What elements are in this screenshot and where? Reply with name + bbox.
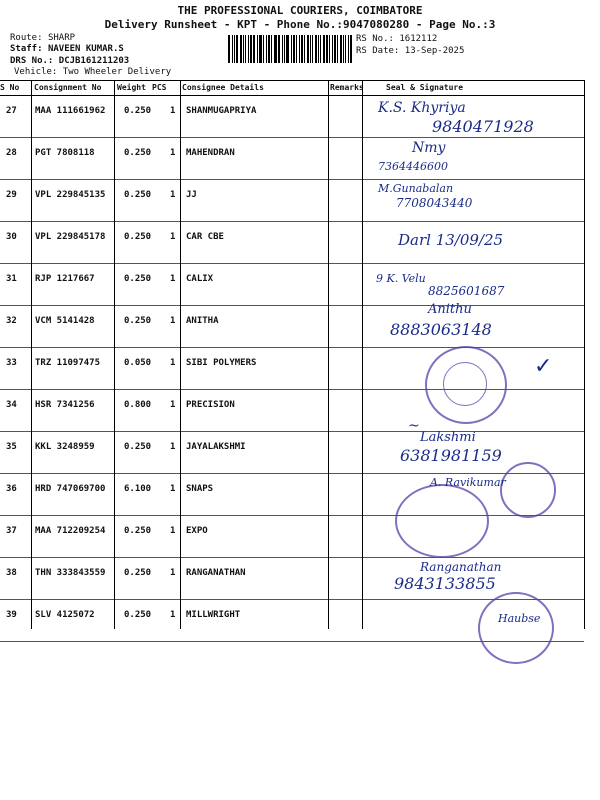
- weight-cell: 0.250: [124, 232, 152, 242]
- consignee-cell: ANITHA: [186, 316, 219, 326]
- rs-date-label: RS Date:: [356, 46, 400, 56]
- col-remarks: Remarks: [330, 83, 364, 92]
- route-value: SHARP: [47, 33, 76, 43]
- signature-28: Nmy: [412, 140, 446, 156]
- barcode-bar: [318, 35, 319, 63]
- consignment-cell: KKL 3248959: [35, 442, 95, 452]
- phone-38: 9843133855: [394, 574, 496, 593]
- column-divider: [328, 80, 329, 629]
- sno-cell: 37: [6, 526, 17, 536]
- col-seal-signature: Seal & Signature: [386, 83, 464, 92]
- phone-32: 8883063148: [390, 320, 492, 339]
- barcode-bar: [245, 35, 246, 63]
- column-divider: [114, 80, 115, 629]
- check-mark-icon: ✓: [534, 354, 553, 379]
- barcode-bar: [286, 35, 289, 63]
- barcode-bar: [345, 35, 346, 63]
- signature-38: Ranganathan: [420, 560, 502, 574]
- barcode-bar: [268, 35, 270, 63]
- signature-39: Haubse: [498, 612, 541, 625]
- freight-seal-stamp: [395, 484, 489, 558]
- vehicle-value: Two Wheeler Delivery: [62, 67, 172, 77]
- consignment-cell: THN 333843559: [35, 568, 106, 578]
- barcode-bar: [243, 35, 244, 63]
- sno-cell: 29: [6, 190, 17, 200]
- col-consignment: Consignment No: [34, 83, 102, 92]
- phone-35: 6381981159: [400, 446, 502, 465]
- barcode-bar: [315, 35, 317, 63]
- signature-31: 9 K. Velu: [376, 272, 426, 285]
- rs-date-value: 13-Sep-2025: [404, 46, 465, 56]
- staff-value: NAVEEN KUMAR.S: [47, 44, 124, 54]
- barcode-bar: [337, 35, 338, 63]
- barcode-bar: [320, 35, 321, 63]
- column-divider: [180, 80, 181, 629]
- sno-cell: 27: [6, 106, 17, 116]
- col-pcs: PCS: [152, 83, 167, 92]
- signature-32: Anithu: [428, 302, 472, 317]
- weight-cell: 0.250: [124, 526, 152, 536]
- phone-31: 8825601687: [428, 284, 505, 298]
- table-row: [0, 138, 584, 180]
- barcode-bar: [296, 35, 297, 63]
- pcs-cell: 1: [170, 190, 176, 200]
- barcode-bar: [275, 35, 277, 63]
- barcode-bar: [248, 35, 249, 63]
- sno-cell: 28: [6, 148, 17, 158]
- consignment-cell: TRZ 11097475: [35, 358, 101, 368]
- consignee-cell: MILLWRIGHT: [186, 610, 241, 620]
- consignee-cell: MAHENDRAN: [186, 148, 235, 158]
- barcode-bar: [307, 35, 310, 63]
- runsheet-subtitle: Delivery Runsheet - KPT - Phone No.:9047080280 - Page No.:3: [104, 18, 496, 31]
- pcs-cell: 1: [170, 274, 176, 284]
- sno-cell: 39: [6, 610, 17, 620]
- barcode-bar: [282, 35, 283, 63]
- consignment-cell: MAA 712209254: [35, 526, 106, 536]
- weight-cell: 0.250: [124, 568, 152, 578]
- barcode-bar: [323, 35, 325, 63]
- consignee-cell: SNAPS: [186, 484, 214, 494]
- barcode-bar: [350, 35, 352, 63]
- barcode-bar: [263, 35, 264, 63]
- barcode-bar: [291, 35, 292, 63]
- rs-date: [356, 46, 464, 56]
- weight-cell: 0.250: [124, 442, 152, 452]
- weight-cell: 0.250: [124, 190, 152, 200]
- signature-30: Darl 13/09/25: [398, 231, 504, 249]
- barcode-bar: [284, 35, 285, 63]
- barcode-bar: [326, 35, 328, 63]
- consignment-cell: VCM 5141428: [35, 316, 95, 326]
- consignee-cell: SHANMUGAPRIYA: [186, 106, 257, 116]
- weight-cell: 0.250: [124, 610, 152, 620]
- table-header: [0, 81, 584, 96]
- weight-cell: 0.250: [124, 316, 152, 326]
- barcode-bar: [232, 35, 233, 63]
- barcode-bar: [228, 35, 230, 63]
- barcode-bar: [348, 35, 349, 63]
- consignee-cell: SIBI POLYMERS: [186, 358, 257, 368]
- barcode-bar: [234, 35, 235, 63]
- table-row: [0, 180, 584, 222]
- barcode-bar: [259, 35, 262, 63]
- barcode-bar: [240, 35, 243, 63]
- sno-cell: 36: [6, 484, 17, 494]
- column-divider: [31, 80, 32, 629]
- pcs-cell: 1: [170, 316, 176, 326]
- consignee-cell: EXPO: [186, 526, 208, 536]
- weight-cell: 0.250: [124, 274, 152, 284]
- weight-cell: 0.050: [124, 358, 152, 368]
- vehicle-info: [14, 67, 171, 77]
- consignment-cell: RJP 1217667: [35, 274, 95, 284]
- vehicle-label: Vehicle:: [14, 67, 58, 77]
- consignee-cell: JAYALAKSHMI: [186, 442, 246, 452]
- pcs-cell: 1: [170, 526, 176, 536]
- consignment-cell: HRD 747069700: [35, 484, 106, 494]
- runsheet-title: THE PROFESSIONAL COURIERS, COIMBATORE: [177, 4, 423, 17]
- pcs-cell: 1: [170, 442, 176, 452]
- barcode-bar: [299, 35, 300, 63]
- pcs-cell: 1: [170, 358, 176, 368]
- consignment-cell: HSR 7341256: [35, 400, 95, 410]
- sno-cell: 32: [6, 316, 17, 326]
- signature-35: Lakshmi: [420, 430, 476, 445]
- pcs-cell: 1: [170, 232, 176, 242]
- pcs-cell: 1: [170, 400, 176, 410]
- barcode-bar: [278, 35, 280, 63]
- barcode-bar: [312, 35, 313, 63]
- phone-27: 9840471928: [432, 117, 534, 136]
- barcode-bar: [343, 35, 344, 63]
- barcode-bar: [236, 35, 238, 63]
- barcode-bar: [271, 35, 272, 63]
- sno-cell: 38: [6, 568, 17, 578]
- route-label: Route:: [10, 33, 43, 43]
- company-seal-inner: [443, 362, 487, 406]
- sno-cell: 35: [6, 442, 17, 452]
- rs-no-label: RS No.:: [356, 34, 394, 44]
- weight-cell: 0.250: [124, 106, 152, 116]
- sno-cell: 33: [6, 358, 17, 368]
- signature-34: ~: [408, 418, 420, 434]
- delivery-seal-stamp: [478, 592, 554, 664]
- signature-29: M.Gunabalan: [378, 182, 454, 195]
- route-info: [10, 33, 75, 43]
- barcode-bar: [293, 35, 295, 63]
- pcs-cell: 1: [170, 148, 176, 158]
- barcode-bar: [250, 35, 252, 63]
- drs-label: DRS No.:: [10, 56, 54, 66]
- sno-cell: 31: [6, 274, 17, 284]
- phone-28: 7364446600: [378, 160, 448, 173]
- rs-number: [356, 34, 437, 44]
- signature-27: K.S. Khyriya: [378, 100, 466, 116]
- pcs-cell: 1: [170, 484, 176, 494]
- staff-info: [10, 44, 124, 54]
- sno-cell: 34: [6, 400, 17, 410]
- weight-cell: 6.100: [124, 484, 152, 494]
- signature-36: A. Ravikumar: [430, 476, 506, 489]
- rs-no-value: 1612112: [399, 34, 438, 44]
- drs-info: [10, 56, 129, 66]
- column-divider: [584, 80, 585, 629]
- barcode-bar: [253, 35, 255, 63]
- date-seal-stamp: [500, 462, 556, 518]
- barcode-bar: [274, 35, 275, 63]
- col-sno: S No: [0, 83, 20, 92]
- pcs-cell: 1: [170, 568, 176, 578]
- barcode: [228, 35, 353, 63]
- col-consignee: Consignee Details: [182, 83, 264, 92]
- weight-cell: 0.250: [124, 148, 152, 158]
- pcs-cell: 1: [170, 106, 176, 116]
- barcode-bar: [304, 35, 305, 63]
- consignment-cell: VPL 229845135: [35, 190, 106, 200]
- phone-29: 7708043440: [396, 196, 473, 210]
- barcode-bar: [332, 35, 333, 63]
- sno-cell: 30: [6, 232, 17, 242]
- barcode-bar: [329, 35, 330, 63]
- barcode-bar: [310, 35, 311, 63]
- consignee-cell: RANGANATHAN: [186, 568, 246, 578]
- column-divider: [362, 80, 363, 629]
- barcode-bar: [334, 35, 337, 63]
- table-row: [0, 306, 584, 348]
- weight-cell: 0.800: [124, 400, 152, 410]
- table-row: [0, 516, 584, 558]
- consignee-cell: CALIX: [186, 274, 214, 284]
- consignee-cell: PRECISION: [186, 400, 235, 410]
- barcode-bar: [340, 35, 342, 63]
- consignment-cell: MAA 111661962: [35, 106, 106, 116]
- staff-label: Staff:: [10, 44, 43, 54]
- barcode-bar: [257, 35, 258, 63]
- consignee-cell: CAR CBE: [186, 232, 224, 242]
- barcode-bar: [266, 35, 267, 63]
- consignment-cell: VPL 229845178: [35, 232, 106, 242]
- pcs-cell: 1: [170, 610, 176, 620]
- drs-value: DCJB161211203: [58, 56, 130, 66]
- col-weight: Weight: [117, 83, 146, 92]
- consignment-cell: SLV 4125072: [35, 610, 95, 620]
- consignee-cell: JJ: [186, 190, 197, 200]
- consignment-cell: PGT 7808118: [35, 148, 95, 158]
- barcode-bar: [301, 35, 303, 63]
